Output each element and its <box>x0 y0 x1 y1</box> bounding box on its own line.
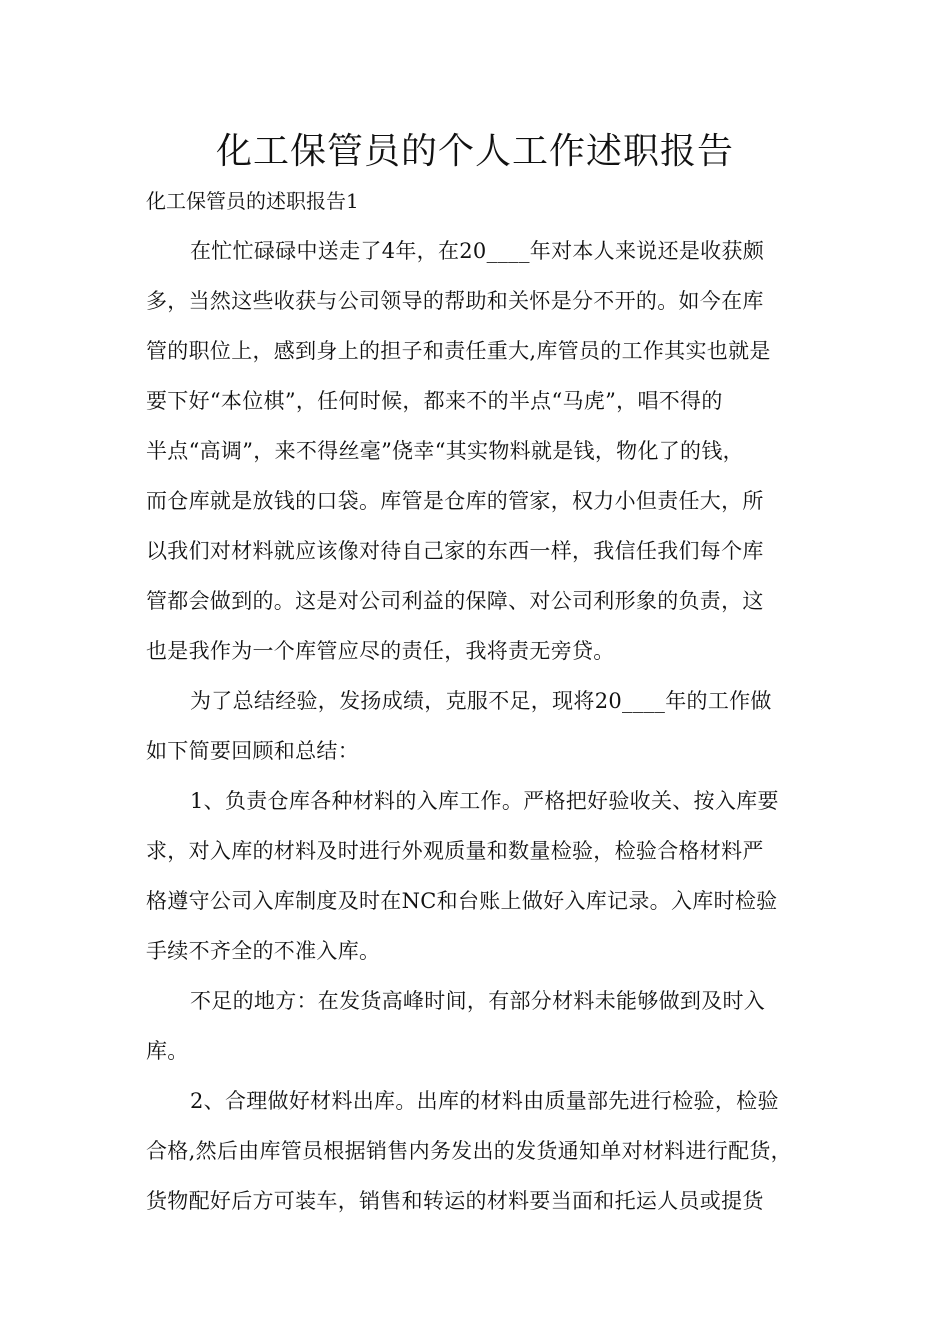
paragraph-line: 2、合理做好材料出库。出库的材料由质量部先进行检验，检验 <box>190 1089 779 1113</box>
paragraph-line: 在忙忙碌碌中送走了4年，在20____年对本人来说还是收获颇 <box>190 239 765 263</box>
paragraph-line: 为了总结经验，发扬成绩，克服不足，现将20____年的工作做 <box>190 689 772 713</box>
paragraph-line: 合格,然后由库管员根据销售内务发出的发货通知单对材料进行配货， <box>146 1139 792 1163</box>
paragraph-line: 1、负责仓库各种材料的入库工作。严格把好验收关、按入库要 <box>190 789 779 813</box>
paragraph-line: 而仓库就是放钱的口袋。库管是仓库的管家，权力小但责任大，所 <box>146 489 764 513</box>
paragraph-line: 货物配好后方可装车，销售和转运的材料要当面和托运人员或提货 <box>146 1189 764 1213</box>
paragraph-line: 半点“高调”，来不得丝毫”侥幸“其实物料就是钱，物化了的钱， <box>146 439 744 463</box>
paragraph-line: 库。 <box>146 1039 189 1063</box>
paragraph-line: 要下好“本位棋”，任何时候，都来不的半点“马虎”，唱不得的 <box>146 389 723 413</box>
paragraph-line: 不足的地方：在发货高峰时间，有部分材料未能够做到及时入 <box>190 989 766 1013</box>
document-title: 化工保管员的个人工作述职报告 <box>215 131 734 172</box>
paragraph-line: 求，对入库的材料及时进行外观质量和数量检验，检验合格材料严 <box>146 839 764 863</box>
section-heading: 化工保管员的述职报告1 <box>146 189 359 213</box>
paragraph-line: 也是我作为一个库管应尽的责任，我将责无旁贷。 <box>146 639 615 663</box>
paragraph-line: 以我们对材料就应该像对待自己家的东西一样，我信任我们每个库 <box>146 539 764 563</box>
paragraph-line: 多，当然这些收获与公司领导的帮助和关怀是分不开的。如今在库 <box>146 289 764 313</box>
paragraph-line: 如下简要回顾和总结： <box>146 739 359 763</box>
paragraph-line: 管的职位上，感到身上的担子和责任重大,库管员的工作其实也就是 <box>146 339 771 363</box>
paragraph-line: 格遵守公司入库制度及时在NC和台账上做好入库记录。入库时检验 <box>146 889 778 913</box>
paragraph-line: 管都会做到的。这是对公司利益的保障、对公司利形象的负责，这 <box>146 589 764 613</box>
paragraph-line: 手续不齐全的不准入库。 <box>146 939 381 963</box>
